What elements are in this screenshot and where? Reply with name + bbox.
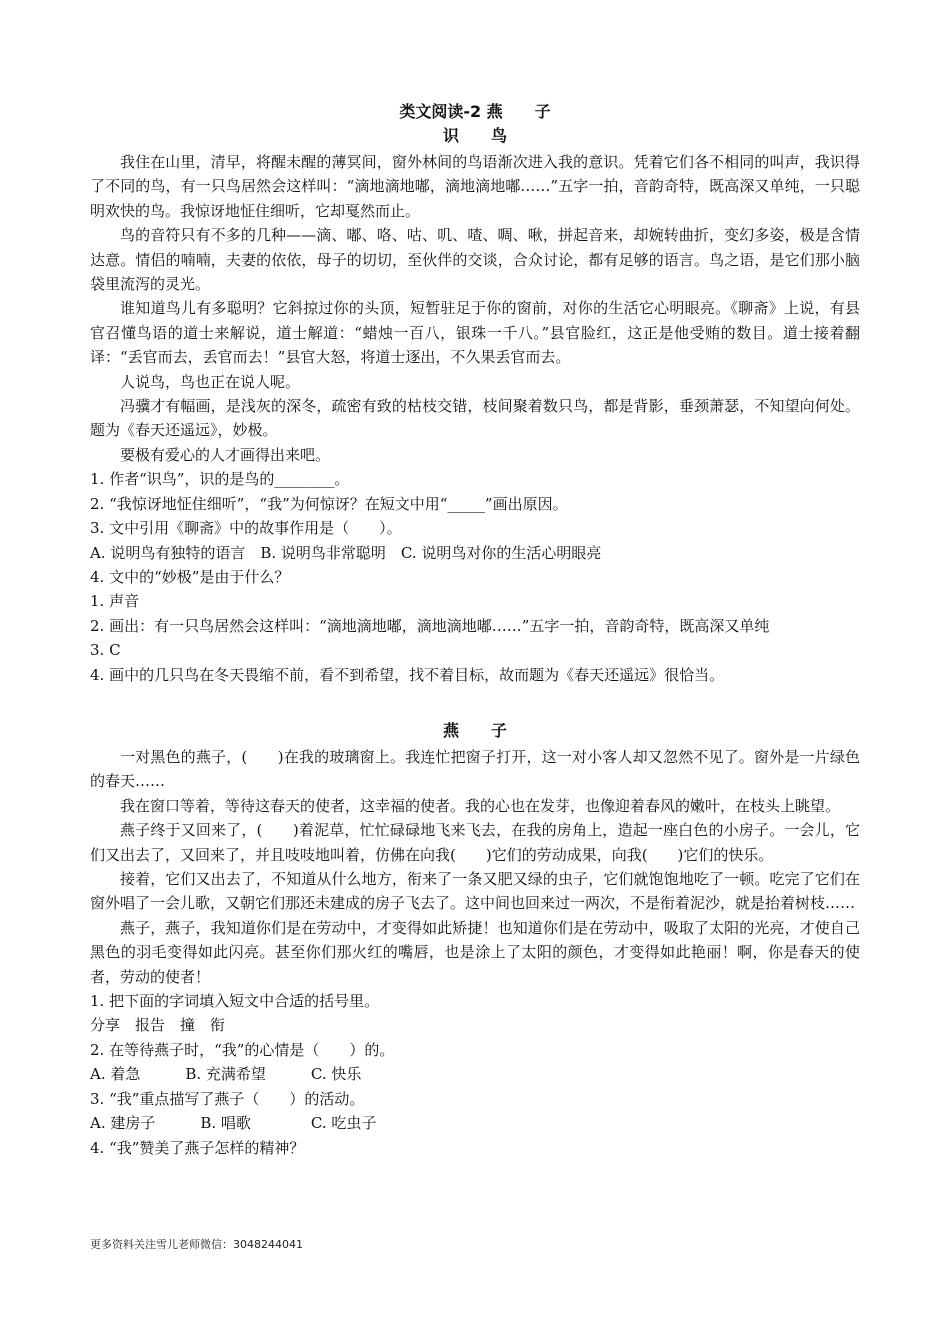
question-line: 2. 在等待燕子时，“我”的心情是（ ）的。 xyxy=(90,1040,395,1059)
question-line: 4. “我”赞美了燕子怎样的精神？ xyxy=(90,1138,305,1157)
passage-paragraph: 谁知道鸟儿有多聪明？它斜掠过你的头顶，短暂驻足于你的窗前，对你的生活它心明眼亮。《聊斋》上说，有县官召懂鸟语的道士来解说，道士解道：“蜡烛一百八，银珠一千八。”县官脸红，这正是他受贿的数目。道士接着翻译：“丢官而去，丢官而去！”县官大怒，将道士逐出，不久果丢官而去。 xyxy=(90,299,860,367)
question-line: 2. “我惊讶地怔住细听”，“我”为何惊讶？在短文中用“_____”画出原因。 xyxy=(90,494,568,513)
passage-paragraph: 燕子，燕子，我知道你们是在劳动中，才变得如此矫捷！也知道你们是在劳动中，吸取了太阳的光亮，才使自己黑色的羽毛变得如此闪亮。甚至你们那火红的嘴唇，也是涂上了太阳的颜色，才变得如此艳丽！啊，你是春天的使者，劳动的使者！ xyxy=(90,918,860,986)
section1-title: 识 鸟 xyxy=(442,126,507,145)
question-line: 4. 文中的“妙极”是由于什么？ xyxy=(90,567,290,586)
footer-note: 更多资料关注雪儿老师微信：3048244041 xyxy=(90,1238,303,1251)
passage-paragraph: 要极有爱心的人才画得出来吧。 xyxy=(120,445,331,464)
answer-line: 2. 画出：有一只鸟居然会这样叫：“滴地滴地嘟，滴地滴地嘟……”五字一拍，音韵奇特，既高深又单纯 xyxy=(90,616,770,635)
section2-passage xyxy=(90,745,860,1160)
passage-paragraph: 冯骥才有幅画，是浅灰的深冬，疏密有致的枯枝交错，枝间聚着数只鸟，都是背影，垂颈萧瑟，不知望向何处。题为《春天还遥远》，妙极。 xyxy=(90,397,860,440)
passage-paragraph: 我在窗口等着，等待这春天的使者，这幸福的使者。我的心也在发芽，也像迎着春风的嫩叶，在枝头上眺望。 xyxy=(120,796,841,815)
question-options: A. 着急 B. 充满希望 C. 快乐 xyxy=(90,1065,362,1084)
passage-paragraph: 鸟的音符只有不多的几种——滴、嘟、咯、咕、叽、喳、啁、啾，拼起音来，却婉转曲折，变幻多姿，极是含情达意。情侣的喃喃，夫妻的依依，母子的切切，至伙伴的交谈，合众讨论，都有足够的语言。鸟之语，是它们那小脑袋里流泻的灵光。 xyxy=(90,226,860,294)
passage-paragraph: 燕子终于又回来了，( )着泥草，忙忙碌碌地飞来飞去，在我的房角上，造起一座白色的小房子。一会儿，它们又出去了，又回来了，并且吱吱地叫着，仿佛在向我( )它们的劳动成果，向我( )它们的快乐。 xyxy=(90,821,860,864)
question-options: A. 说明鸟有独特的语言 B. 说明鸟非常聪明 C. 说明鸟对你的生活心明眼亮 xyxy=(90,543,602,562)
passage-paragraph: 我住在山里，清早，将醒未醒的薄冥间，窗外林间的鸟语渐次进入我的意识。凭着它们各不相同的叫声，我识得了不同的鸟，有一只鸟居然会这样叫：“滴地滴地嘟，滴地滴地嘟……”五字一拍，音韵奇特，既高深又单纯，一只聪明欢快的鸟。我惊讶地怔住细听，它却戛然而止。 xyxy=(90,153,860,220)
answer-line: 4. 画中的几只鸟在冬天畏缩不前，看不到希望，找不着目标，故而题为《春天还遥远》很恰当。 xyxy=(90,665,725,684)
passage-paragraph: 人说鸟，鸟也正在说人呢。 xyxy=(120,372,301,391)
passage-paragraph: 一对黑色的燕子，( )在我的玻璃窗上。我连忙把窗子打开，这一对小客人却又忽然不见了。窗外是一片绿色的春天…… xyxy=(90,748,860,791)
question-line: 1. 把下面的字词填入短文中合适的括号里。 xyxy=(90,992,380,1011)
question-options: A. 建房子 B. 唱歌 C. 吃虫子 xyxy=(90,1114,377,1133)
question-line: 3. “我”重点描写了燕子（ ）的活动。 xyxy=(90,1089,365,1108)
question-line: 3. 文中引用《聊斋》中的故事作用是（ ）。 xyxy=(90,519,402,538)
question-line: 1. 作者“识鸟”，识的是鸟的________。 xyxy=(90,470,350,489)
answer-line: 3. C xyxy=(90,641,121,660)
answer-line: 1. 声音 xyxy=(90,592,140,611)
word-bank: 分享 报告 撞 衔 xyxy=(90,1016,226,1035)
document-title: 类文阅读-2 燕 子 xyxy=(399,102,551,121)
passage-paragraph: 接着，它们又出去了，不知道从什么地方，衔来了一条又肥又绿的虫子，它们就饱饱地吃了一顿。吃完了它们在窗外唱了一会儿歌，又朝它们那还未建成的房子飞去了。这中间也回来过一两次，不是衔着泥沙，就是抬着树枝…… xyxy=(90,870,860,913)
section2-title: 燕 子 xyxy=(442,721,507,740)
section1-passage xyxy=(90,150,860,687)
